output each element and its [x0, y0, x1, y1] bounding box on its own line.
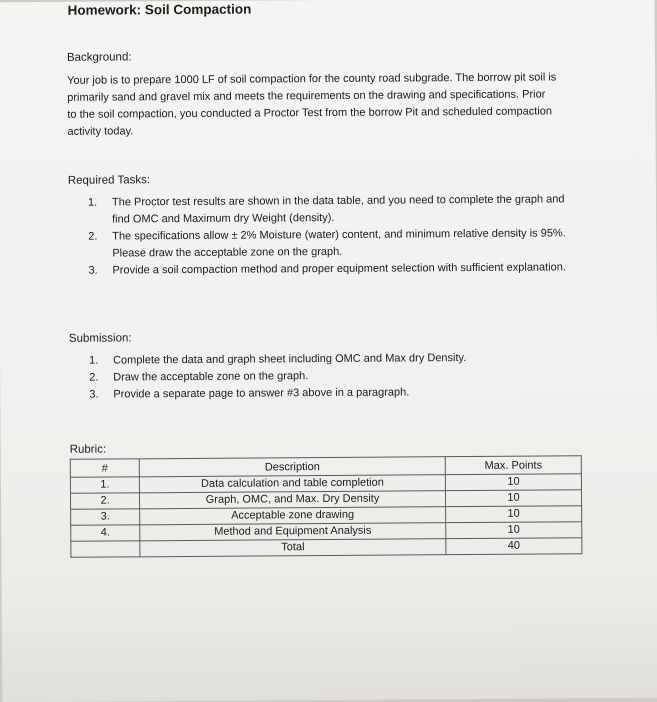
submission-list	[89, 349, 569, 403]
row-description: Data calculation and table completion	[139, 475, 445, 493]
list-item	[88, 259, 568, 279]
table-row-total	[71, 538, 582, 558]
list-item-number: 2.	[88, 230, 98, 243]
list-item-number: 1.	[89, 354, 99, 367]
list-item	[88, 191, 568, 228]
row-description: Acceptable zone drawing	[140, 507, 446, 525]
rubric-table	[70, 455, 583, 558]
header-description: Description	[139, 457, 445, 477]
row-points: 10	[445, 474, 581, 491]
list-item-text: Complete the data and graph sheet including OMC and Max dry Density.	[113, 352, 467, 367]
required-tasks-list	[88, 191, 569, 279]
submission-heading: Submission:	[68, 332, 132, 345]
header-max-points: Max. Points	[445, 456, 581, 475]
rubric-heading: Rubric:	[69, 443, 107, 456]
row-number: 1.	[70, 477, 139, 493]
list-item-text: Provide a separate page to answer #3 above in a paragraph.	[113, 386, 410, 401]
list-item-text: The Proctor test results are shown in the data table, and you need to complete the graph and find OMC and Maximum dry Weight (density).	[111, 193, 565, 226]
list-item-text: The specifications allow ± 2% Moisture (water) content, and minimum relative density is 95%. Please draw the acceptable zone on the graph.	[112, 227, 566, 260]
header-number: #	[70, 459, 139, 477]
row-number: 4.	[71, 525, 140, 541]
row-points: 10	[446, 506, 582, 523]
background-heading: Background:	[66, 51, 132, 64]
row-description: Total	[140, 539, 446, 557]
list-item-text: Draw the acceptable zone on the graph.	[113, 370, 309, 384]
row-number: 3.	[71, 509, 140, 525]
background-paragraph: Your job is to prepare 1000 LF of soil compaction for the county road subgrade. The borrow pit soil is primarily sand and gravel mix and meets the requirements on the drawing and specifications. Prior to the soil compaction, you conducted a Proctor Test from the borrow Pit and scheduled compaction activity today.	[67, 71, 557, 138]
required-tasks-heading: Required Tasks:	[67, 174, 151, 187]
list-item	[88, 225, 568, 262]
list-item-number: 1.	[87, 196, 98, 209]
page-title: Homework: Soil Compaction	[67, 1, 252, 18]
list-item-number: 2.	[89, 371, 99, 384]
row-points: 10	[445, 490, 581, 507]
row-number	[71, 541, 140, 557]
list-item	[89, 383, 569, 403]
row-description: Graph, OMC, and Max. Dry Density	[139, 491, 445, 509]
list-item-number: 3.	[88, 264, 98, 277]
row-number: 2.	[70, 493, 139, 509]
list-item-text: Provide a soil compaction method and proper equipment selection with sufficient explanation.	[112, 261, 566, 277]
row-description: Method and Equipment Analysis	[140, 523, 446, 541]
row-points: 10	[446, 522, 582, 539]
list-item-number: 3.	[89, 388, 99, 401]
row-points: 40	[446, 538, 582, 555]
